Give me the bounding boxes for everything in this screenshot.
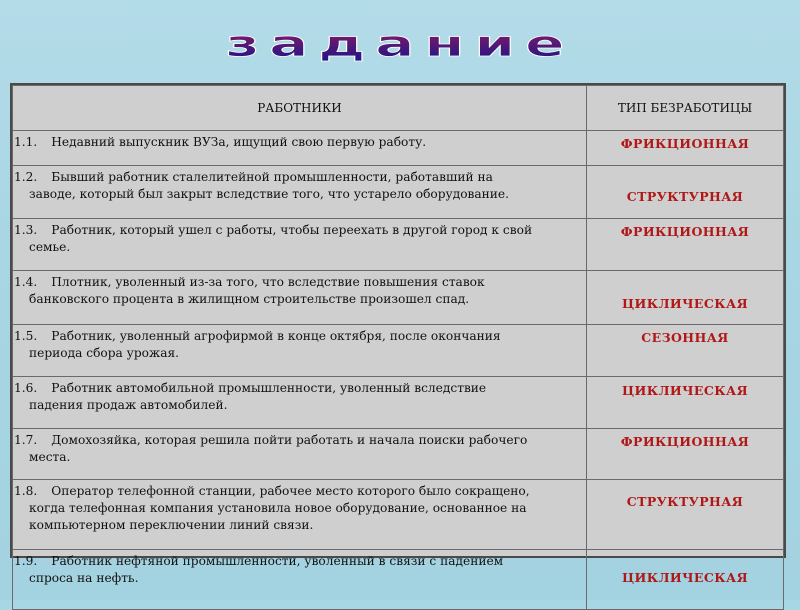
table-row: [13, 377, 784, 429]
table-row: [13, 480, 784, 550]
unemployment-type-cell: [587, 131, 784, 166]
unemployment-type: СТРУКТУРНАЯ: [626, 494, 744, 509]
worker-description: [13, 271, 587, 325]
worker-description: [13, 325, 587, 377]
description-line: когда телефонная компания установила новое оборудование, основанное на: [29, 501, 527, 515]
table-row: [13, 166, 784, 219]
unemployment-type: СТРУКТУРНАЯ: [626, 189, 744, 204]
title-text: задание: [225, 23, 575, 65]
description-line: Плотник, уволенный из-за того, что вследствие повышения ставок: [51, 275, 485, 289]
row-number: 1.7.: [14, 433, 38, 447]
header-workers: РАБОТНИКИ: [13, 86, 587, 131]
unemployment-type: ЦИКЛИЧЕСКАЯ: [622, 296, 748, 311]
description-line: банковского процента в жилищном строительстве произошел спад.: [29, 292, 470, 306]
description-line: места.: [29, 450, 71, 464]
unemployment-type-cell: [587, 377, 784, 429]
description-line: Домохозяйка, которая решила пойти работать и начала поиски рабочего: [51, 433, 528, 447]
unemployment-type-cell: [587, 219, 784, 271]
unemployment-type-cell: [587, 166, 784, 219]
description-line: падения продаж автомобилей.: [29, 398, 228, 412]
unemployment-type-cell: [587, 480, 784, 550]
table-row: [13, 550, 784, 610]
unemployment-type-cell: [587, 550, 784, 610]
row-number: 1.9.: [14, 554, 38, 568]
title-wordart: [0, 0, 800, 70]
description-line: Бывший работник сталелитейной промышленности, работавший на: [51, 170, 493, 184]
unemployment-table: [10, 83, 786, 585]
row-number: 1.2.: [14, 170, 38, 184]
table-row: [13, 429, 784, 480]
worker-description: [13, 166, 587, 219]
row-number: 1.5.: [14, 329, 38, 343]
unemployment-type: ЦИКЛИЧЕСКАЯ: [622, 383, 748, 398]
description-line: Работник, который ушел с работы, чтобы переехать в другой город к свой: [51, 223, 533, 237]
description-line: компьютерном переключении линий связи.: [29, 518, 314, 532]
worker-description: [13, 480, 587, 550]
table-row: [13, 325, 784, 377]
table-row: [13, 131, 784, 166]
description-line: Работник нефтяной промышленности, уволенный в связи с падением: [51, 554, 504, 568]
row-number: 1.4.: [14, 275, 38, 289]
table-header-row: [13, 86, 784, 131]
worker-description: [13, 219, 587, 271]
unemployment-type: ФРИКЦИОННАЯ: [620, 434, 750, 449]
worker-description: [13, 550, 587, 610]
table-row: [13, 219, 784, 271]
unemployment-type: ФРИКЦИОННАЯ: [620, 136, 750, 151]
row-number: 1.8.: [14, 484, 38, 498]
unemployment-type: ФРИКЦИОННАЯ: [620, 224, 750, 239]
description-line: Работник, уволенный агрофирмой в конце октября, после окончания: [51, 329, 501, 343]
description-line: заводе, который был закрыт вследствие того, что устарело оборудование.: [29, 187, 510, 201]
worker-description: [13, 131, 587, 166]
row-number: 1.1.: [14, 135, 38, 149]
unemployment-type-cell: [587, 429, 784, 480]
description-line: спроса на нефть.: [29, 571, 139, 585]
description-line: Оператор телефонной станции, рабочее место которого было сокращено,: [51, 484, 530, 498]
description-line: Недавний выпускник ВУЗа, ищущий свою первую работу.: [51, 135, 427, 149]
description-line: периода сбора урожая.: [29, 346, 180, 360]
table-row: [13, 271, 784, 325]
worker-description: [13, 377, 587, 429]
description-line: семье.: [29, 240, 71, 254]
description-line: Работник автомобильной промышленности, уволенный вследствие: [51, 381, 487, 395]
unemployment-type-cell: [587, 271, 784, 325]
unemployment-type: ЦИКЛИЧЕСКАЯ: [622, 570, 748, 585]
row-number: 1.3.: [14, 223, 38, 237]
slide-title: [0, 0, 800, 70]
row-number: 1.6.: [14, 381, 38, 395]
unemployment-type: СЕЗОННАЯ: [641, 330, 729, 345]
header-unemployment-type: ТИП БЕЗРАБОТИЦЫ: [587, 86, 784, 131]
unemployment-type-cell: [587, 325, 784, 377]
worker-description: [13, 429, 587, 480]
